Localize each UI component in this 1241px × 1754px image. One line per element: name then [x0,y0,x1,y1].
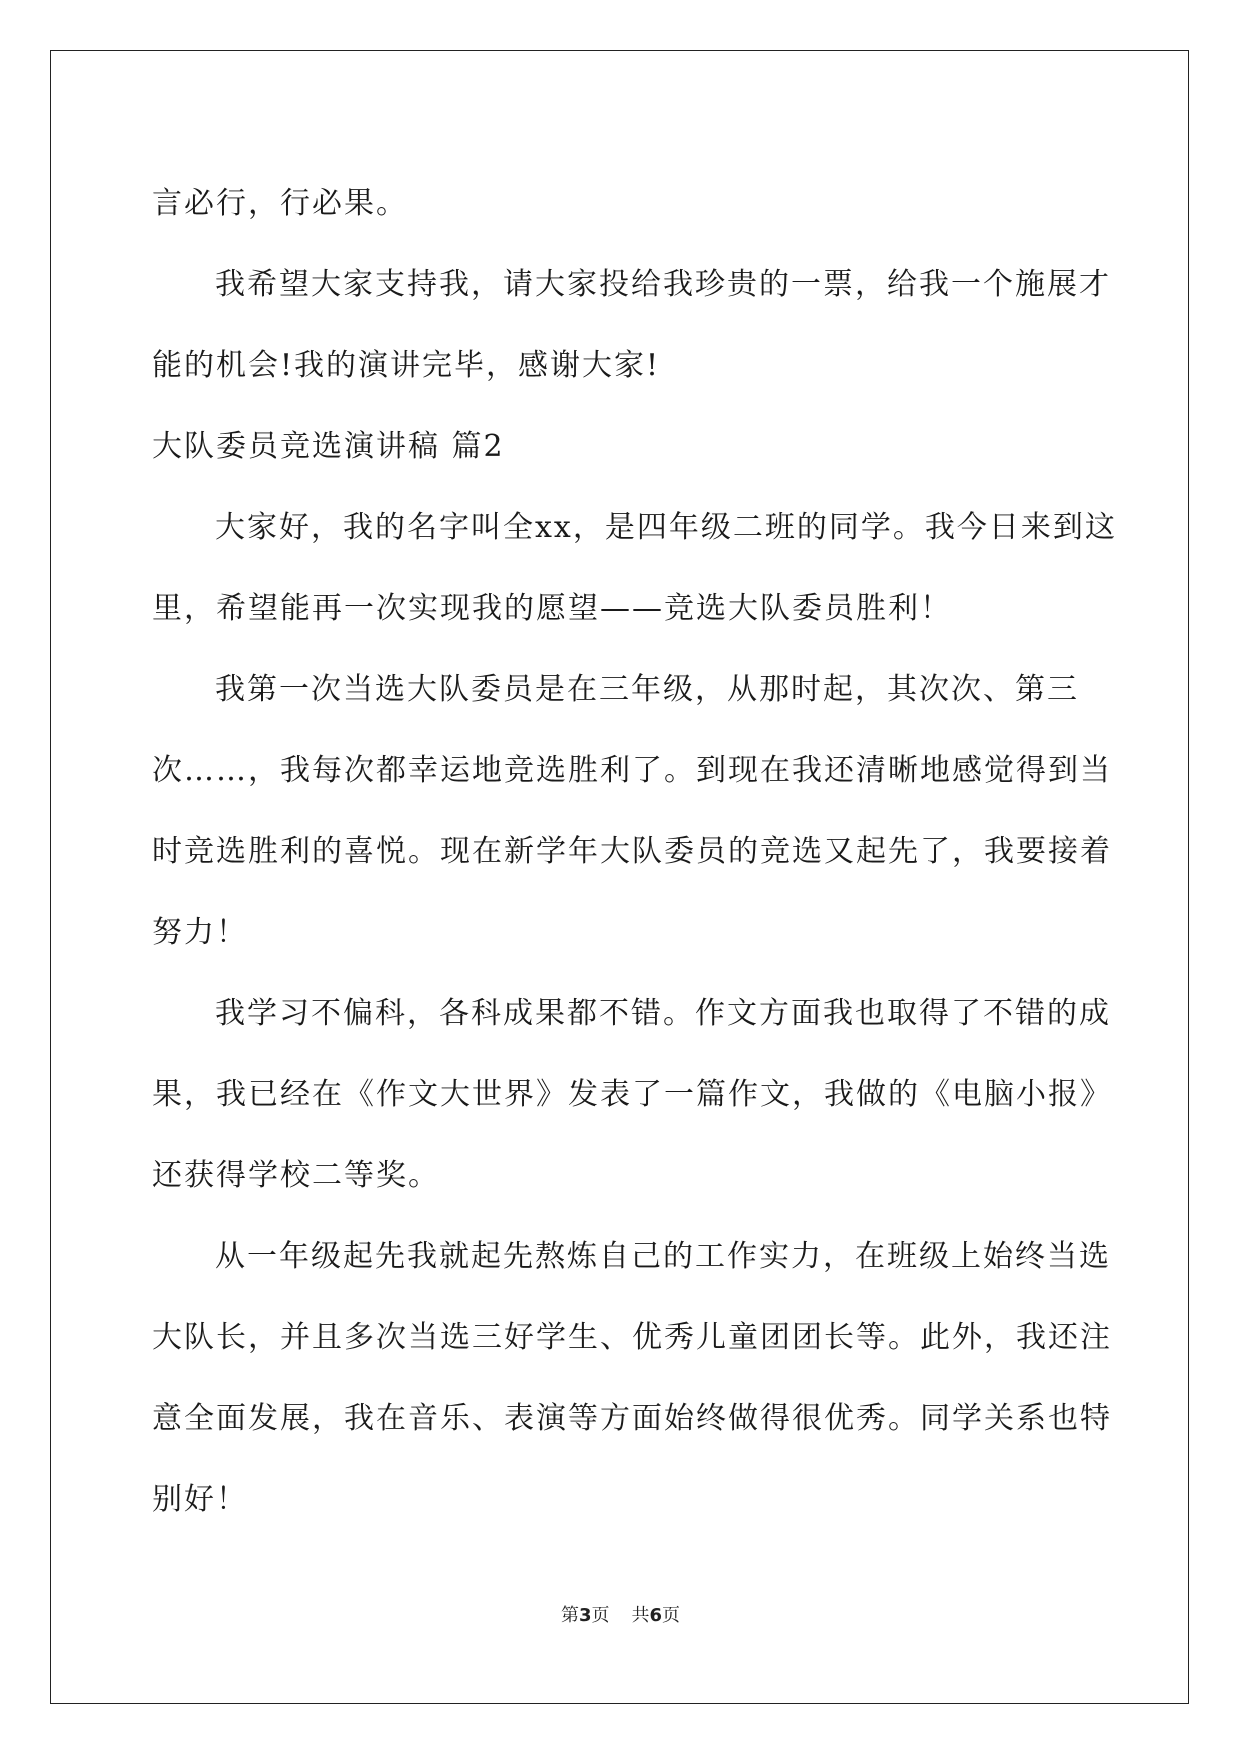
document-body [152,163,1117,1540]
section-heading: 大队委员竞选演讲稿 篇2 [152,429,505,464]
text-line: 时竞选胜利的喜悦。现在新学年大队委员的竞选又起先了，我要接着 [152,834,1112,869]
text-line: 我学习不偏科，各科成果都不错。作文方面我也取得了不错的成 [215,996,1111,1031]
page-prefix: 第 [560,1605,579,1626]
text-line: 我希望大家支持我，请大家投给我珍贵的一票，给我一个施展才 [215,267,1111,302]
total-prefix: 共 [631,1605,650,1626]
text-line: 大家好，我的名字叫全xx，是四年级二班的同学。我今日来到这 [215,510,1117,545]
page-footer [0,1601,1241,1627]
page-suffix: 页 [591,1605,610,1626]
total-suffix: 页 [662,1605,681,1626]
total-page-number: 6 [649,1605,663,1626]
text-line: 别好！ [152,1482,248,1517]
text-line: 意全面发展，我在音乐、表演等方面始终做得很优秀。同学关系也特 [152,1401,1112,1436]
text-line: 从一年级起先我就起先熬炼自己的工作实力，在班级上始终当选 [215,1239,1111,1274]
text-line: 努力！ [152,915,248,950]
current-page-number: 3 [578,1605,592,1626]
text-line: 言必行，行必果。 [152,186,408,221]
text-line: 次……，我每次都幸运地竞选胜利了。到现在我还清晰地感觉得到当 [152,753,1112,788]
text-line: 里，希望能再一次实现我的愿望——竞选大队委员胜利！ [152,591,952,626]
text-line: 果，我已经在《作文大世界》发表了一篇作文，我做的《电脑小报》 [152,1077,1112,1112]
text-line: 能的机会!我的演讲完毕，感谢大家! [152,348,661,383]
text-line: 大队长，并且多次当选三好学生、优秀儿童团团长等。此外，我还注 [152,1320,1112,1355]
text-line: 还获得学校二等奖。 [152,1158,440,1193]
text-line: 我第一次当选大队委员是在三年级，从那时起，其次次、第三 [215,672,1079,707]
